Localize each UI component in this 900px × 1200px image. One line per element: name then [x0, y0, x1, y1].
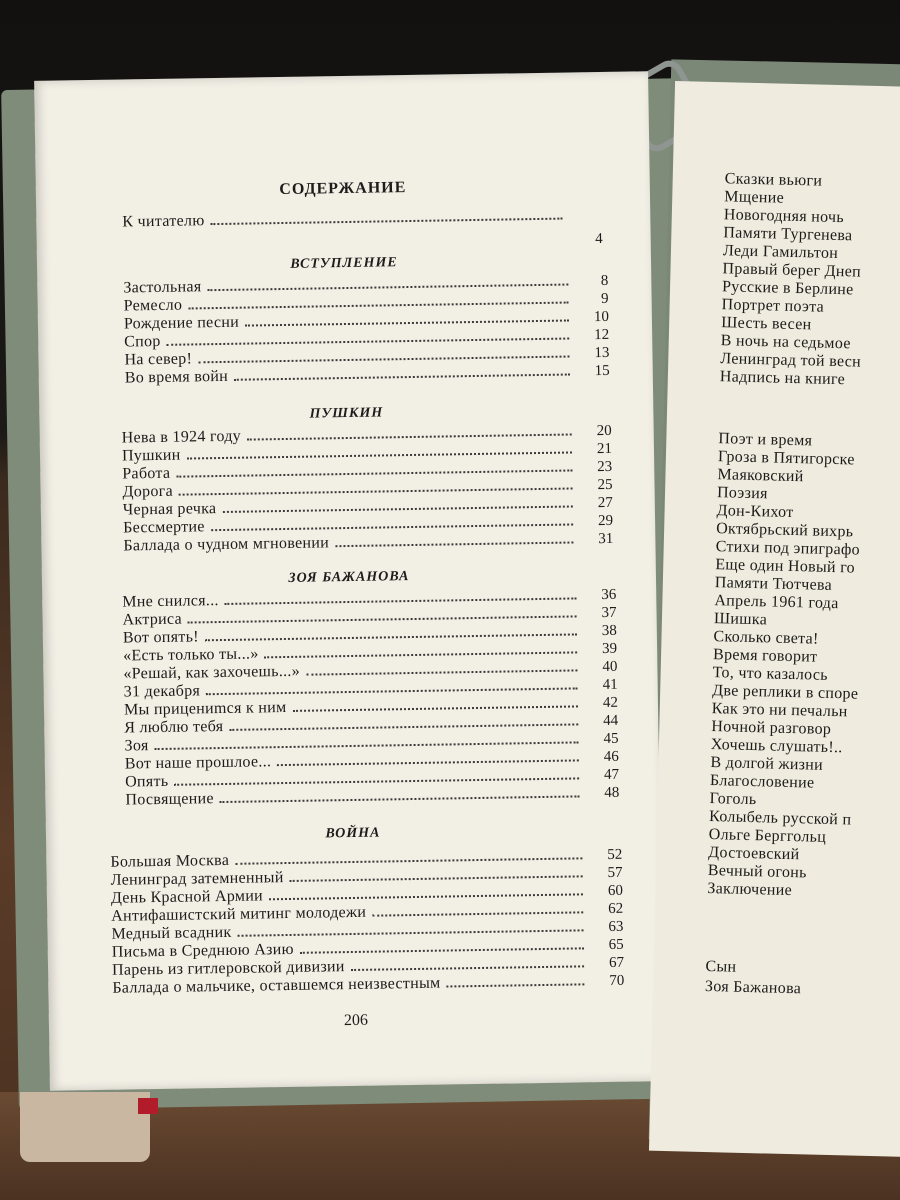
toc-entry: Апрель 1961 года	[714, 592, 839, 613]
toc-heading: СОДЕРЖАНИЕ	[279, 179, 407, 199]
toc-entry: Шесть весен	[721, 314, 812, 334]
toc-entry: 31 декабря 41	[123, 676, 618, 701]
toc-entry: Как это ни печальн	[711, 700, 848, 721]
toc-entry: Во время войн 15	[124, 362, 610, 387]
toc-entry: Ремесло 9	[123, 290, 609, 315]
toc-entry: Ленинград той весн	[720, 350, 862, 371]
toc-entry: Время говорит	[712, 646, 818, 666]
toc-entry: Спор 12	[124, 326, 610, 351]
toc-entry: Мне снился... 36	[122, 586, 617, 611]
toc-entry: Поэзия	[716, 484, 768, 503]
toc-entry: В долгой жизни	[710, 754, 824, 774]
toc-entry: «Есть только ты...» 39	[123, 640, 618, 665]
toc-entry: Работа 23	[122, 458, 613, 483]
toc-entry: Русские в Берлине	[721, 278, 854, 299]
toc-entry: «Решай, как захочешь...» 40	[123, 658, 618, 683]
toc-entry: Вот наше прошлое... 46	[124, 748, 619, 773]
toc-entry: Дон-Кихот	[716, 502, 794, 522]
page-number: 206	[343, 1011, 369, 1030]
toc-entry: Стихи под эпиграфо	[715, 538, 861, 559]
toc-entry: Дорога 25	[122, 476, 613, 501]
toc-entry: Застольная 8	[123, 272, 609, 297]
toc-entry: Актриса 37	[122, 604, 617, 629]
toc-entry-intro: К читателю 4	[122, 212, 603, 248]
toc-entry: Парень из гитлеровской дивизии 67	[111, 954, 625, 979]
toc-entry: Маяковский	[717, 466, 804, 486]
toc-entry: Сказки вьюги	[724, 170, 823, 190]
toc-entry: Рождение песни 10	[123, 308, 610, 333]
toc-entry: На север! 13	[124, 344, 610, 369]
toc-entry: Октябрьский вихрь	[715, 520, 854, 541]
section-heading: ВОЙНА	[325, 825, 381, 842]
left-page	[34, 71, 664, 1091]
toc-entry: Письма в Среднюю Азию 65	[111, 936, 624, 961]
toc-entry: Мщение	[724, 188, 785, 207]
toc-entry: Ночной разговор	[711, 718, 832, 738]
toc-entry: Я люблю тебя 44	[124, 712, 619, 737]
section-heading: ВСТУПЛЕНИЕ	[290, 255, 398, 272]
toc-entry: То, что казалось	[712, 664, 829, 684]
toc-entry: Вечный огонь	[707, 862, 807, 882]
toc-entry: Правый берег Днеп	[722, 260, 862, 281]
toc-entry: Хочешь слушать!..	[710, 736, 843, 757]
toc-entry: Черная речка 27	[122, 494, 613, 519]
toc-entry: Бессмертие 29	[123, 512, 614, 537]
toc-entry: Новогодняя ночь	[723, 206, 845, 227]
toc-entry: Посвящение 48	[125, 784, 620, 809]
toc-entry: Баллада о чудном мгновении 31	[123, 530, 614, 555]
toc-entry: Памяти Тургенева	[723, 224, 853, 245]
toc-entry: Большая Москва 52	[110, 846, 623, 871]
toc-entry: Портрет поэта	[721, 296, 825, 316]
toc-entry: Леди Гамильтон	[722, 242, 839, 263]
toc-entry: Памяти Тютчева	[714, 574, 833, 594]
toc-entry: Надпись на книге	[719, 368, 846, 389]
toc-entry: Две реплики в споре	[712, 682, 859, 703]
toc-entry: Заключение	[707, 880, 793, 900]
toc-entry: Антифашистский митинг молодежи 62	[111, 900, 624, 925]
toc-entry: Поэт и время	[718, 430, 813, 450]
toc-entry: Колыбель русской п	[708, 808, 852, 829]
toc-entry: Шишка	[713, 610, 768, 629]
toc-entry: Вот опять! 38	[122, 622, 617, 647]
toc-entry: Еще один Новый го	[715, 556, 856, 577]
toc-entry: Гроза в Пятигорске	[717, 448, 855, 469]
toc-entry: Достоевский	[708, 844, 800, 864]
toc-entry: Благословение	[709, 772, 815, 792]
toc-entry: Опять 47	[124, 766, 620, 791]
toc-entry: Сын	[705, 957, 737, 976]
toc-entry: Баллада о мальчике, оставшемся неизвестным 70	[112, 972, 625, 997]
toc-entry: Ленинград затемненный 57	[110, 864, 623, 889]
toc-entry: Зоя 45	[124, 730, 619, 755]
section-heading: ПУШКИН	[309, 405, 384, 422]
toc-entry: Мы прицениmся к ним 42	[123, 694, 619, 719]
toc-entry: День Красной Армии 60	[110, 882, 624, 907]
bookmark-red-tab	[138, 1098, 158, 1114]
toc-entry: Ольге Берггольц	[708, 826, 827, 846]
toc-entry: Медный всадник 63	[111, 918, 624, 943]
toc-entry: Сколько света!	[713, 628, 819, 648]
toc-entry: В ночь на седьмое	[720, 332, 851, 353]
toc-entry: Гоголь	[709, 790, 757, 809]
right-page	[649, 81, 900, 1157]
toc-entry: Зоя Бажанова	[704, 977, 802, 998]
toc-entry: Нева в 1924 году 20	[121, 422, 612, 447]
bookmark-card	[20, 1092, 150, 1162]
section-heading: ЗОЯ БАЖАНОВА	[288, 569, 410, 586]
toc-entry: Пушкин 21	[121, 440, 613, 465]
